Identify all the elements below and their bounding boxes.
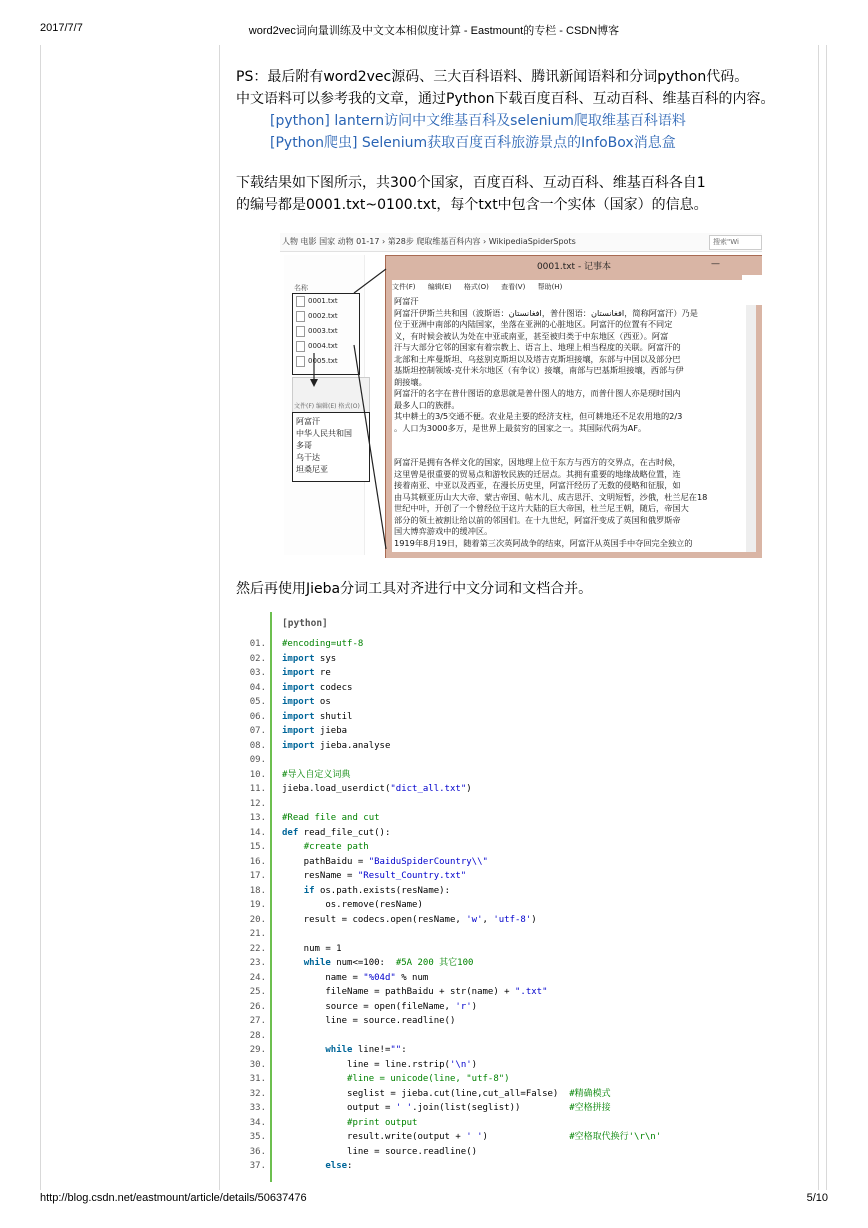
line-number: 12. — [249, 798, 266, 809]
intro-paragraph-1: PS：最后附有word2vec源码、三大百科语料、腾讯新闻语料和分词python代码。 — [236, 69, 749, 85]
code-text: source = open(fileName, 'r') — [282, 1001, 478, 1012]
code-text: import os — [282, 697, 331, 707]
code-text: os.remove(resName) — [282, 900, 423, 910]
code-text: import jieba — [282, 726, 348, 736]
code-text: #Read file and cut — [282, 813, 380, 823]
explorer-search-box: 搜索"Wi — [709, 235, 762, 250]
minimize-icon: — — [711, 259, 720, 269]
notepad-line: 北部和土库曼斯坦、乌兹别克斯坦以及塔吉克斯坦接壤，东部与中国以及部分巴 — [394, 353, 681, 364]
intro-paragraph-2: 中文语料可以参考我的文章，通过Python下载百度百科、互动百科、维基百科的内容。 — [236, 91, 775, 107]
country-line: 坦桑尼亚 — [296, 465, 328, 474]
mini-notepad-menu: 文件(F) 编辑(E) 格式(O) — [294, 403, 360, 410]
code-line — [244, 724, 348, 739]
line-number: 13. — [249, 813, 266, 823]
article-body — [236, 66, 816, 216]
code-line — [244, 739, 391, 754]
notepad-line: 基斯坦控制领域-克什米尔地区（有争议）接壤，南部与巴基斯坦接壤，西部与伊 — [394, 365, 684, 375]
line-number: 17. — [249, 871, 266, 881]
notepad-line: 这里曾是很重要的贸易点和游牧民族的迁居点。其拥有重要的地缘战略位置，连 — [394, 468, 681, 479]
print-header — [0, 0, 868, 40]
code-line — [244, 1058, 478, 1073]
code-line — [244, 1101, 611, 1116]
notepad-line: 最多人口的族群。 — [394, 399, 460, 410]
file-item: 0001.txt — [296, 295, 338, 307]
code-text: import re — [282, 668, 331, 678]
line-number: 21. — [249, 929, 266, 939]
notepad-line: 阿富汗是拥有各样文化的国家，因地理上位于东方与西方的交界点，在古时候， — [394, 457, 681, 467]
line-number: 06. — [249, 711, 266, 722]
notepad-title: 0001.txt - 记事本 — [536, 262, 612, 272]
code-line — [244, 840, 369, 855]
code-line — [244, 985, 548, 1000]
file-item: 0004.txt — [296, 340, 338, 352]
code-text: name = "%04d" % num — [282, 972, 429, 983]
code-line — [244, 710, 353, 725]
line-number: 05. — [249, 697, 266, 707]
python-code-block — [244, 612, 824, 1182]
code-line — [244, 1000, 478, 1015]
line-number: 19. — [249, 900, 266, 910]
intro-paragraph-4: 的编号都是0001.txt~0100.txt，每个txt中包含一个实体（国家）的信息。 — [236, 197, 708, 213]
code-text: def read_file_cut(): — [282, 827, 391, 838]
code-text: result.write(output + ' ') #空格取代换行'\r\n' — [282, 1132, 662, 1142]
frame-line-left-outer — [40, 45, 41, 1190]
link-selenium-infobox[interactable]: [Python爬虫] Selenium获取百度百科旅游景点的InfoBox消息盒 — [270, 135, 676, 151]
line-number: 26. — [249, 1001, 266, 1012]
line-number: 30. — [249, 1059, 266, 1070]
code-line — [244, 1145, 478, 1160]
code-line — [244, 797, 266, 812]
intro-paragraph-3: 下载结果如下图所示，共300个国家，百度百科、互动百科、维基百科各自1 — [236, 175, 706, 191]
menu-help: 帮助(H) — [537, 283, 563, 291]
arrow-to-notepad-top — [354, 269, 386, 293]
line-number: 16. — [249, 856, 266, 867]
print-footer — [0, 1190, 868, 1228]
line-number: 11. — [249, 784, 266, 794]
code-text: while line!="": — [325, 1045, 407, 1055]
line-number: 24. — [249, 972, 266, 983]
line-number: 27. — [249, 1016, 266, 1026]
country-line: 阿富汗 — [296, 417, 320, 426]
line-number: 35. — [249, 1132, 266, 1142]
code-text: result = codecs.open(resName, 'w', 'utf-8') — [282, 914, 537, 925]
link-lantern-wikipedia[interactable]: [python] lantern访问中文维基百科及selenium爬取维基百科语料 — [270, 113, 686, 129]
notepad-line: 位于亚洲中南部的内陆国家，坐落在亚洲的心脏地区。阿富汗的位置有不同定 — [394, 319, 673, 329]
line-number: 33. — [249, 1103, 266, 1113]
country-line: 中华人民共和国 — [296, 429, 352, 438]
code-text: fileName = pathBaidu + str(name) + ".txt" — [282, 987, 548, 997]
code-line — [244, 637, 364, 652]
code-text: resName = "Result_Country.txt" — [282, 871, 467, 881]
line-number: 23. — [249, 958, 266, 968]
notepad-line: 国大博弈游戏中的缓冲区。 — [394, 526, 493, 536]
code-line — [244, 681, 353, 696]
notepad-line: 朗接壤。 — [394, 376, 427, 387]
print-page-number: 5/10 — [806, 1192, 828, 1204]
code-text: import codecs — [282, 682, 353, 693]
code-line — [244, 913, 537, 928]
line-number: 31. — [249, 1074, 266, 1084]
annotation-arrows — [280, 233, 762, 558]
code-line — [244, 652, 337, 667]
menu-file: 文件(F) — [392, 283, 416, 291]
code-text: jieba.load_userdict("dict_all.txt") — [282, 784, 472, 794]
menu-edit: 编辑(E) — [427, 283, 452, 291]
arrow-to-notepad-bottom — [354, 345, 386, 549]
code-text: pathBaidu = "BaiduSpiderCountry\\" — [282, 856, 488, 867]
line-number: 28. — [249, 1030, 266, 1041]
arrow-head — [310, 379, 318, 387]
code-line — [244, 753, 266, 768]
code-line — [244, 1014, 456, 1029]
frame-line-right-outer — [826, 45, 827, 1190]
notepad-line: 部分的领土被割让给以前的邻国们。在十九世纪，阿富汗变成了英国和俄罗斯帝 — [394, 514, 681, 525]
column-header-name: 名称 — [294, 284, 308, 292]
menu-format: 格式(O) — [463, 283, 489, 291]
code-line — [244, 869, 467, 884]
line-number: 32. — [249, 1088, 266, 1099]
download-result-screenshot — [280, 233, 762, 558]
code-line — [244, 927, 266, 942]
code-line — [244, 768, 351, 783]
file-item: 0002.txt — [296, 310, 338, 322]
code-language-label[interactable]: [python] — [282, 618, 328, 629]
notepad-line: 接着南亚、中亚以及西亚，在漫长历史里，阿富汗经历了无数的侵略和征服，如 — [394, 480, 681, 490]
code-text: import sys — [282, 653, 337, 664]
line-number: 01. — [249, 639, 266, 649]
code-text: while num<=100: #5A 200 其它100 — [303, 958, 474, 968]
code-line — [244, 1130, 662, 1145]
code-line — [244, 855, 488, 870]
code-gutter-bar — [270, 612, 272, 1182]
code-text: else: — [325, 1161, 353, 1171]
notepad-line: 由马其顿亚历山大大帝、蒙古帝国、帖木儿、成吉思汗、文明短暂，沙俄，杜兰尼在18 — [394, 491, 708, 502]
file-item: 0005.txt — [296, 355, 338, 367]
notepad-line: 。人口为3000多万，是世界上最贫穷的国家之一。其国际代码为AF。 — [394, 422, 647, 433]
line-number: 20. — [249, 914, 266, 925]
code-line — [244, 695, 331, 710]
code-line — [244, 1087, 611, 1102]
line-number: 04. — [249, 682, 266, 693]
code-line — [244, 884, 450, 899]
code-text: if os.path.exists(resName): — [303, 885, 450, 896]
print-title: word2vec词向量训练及中文文本相似度计算 - Eastmount的专栏 - CSDN博客 — [248, 25, 620, 37]
print-url: http://blog.csdn.net/eastmount/article/details/50637476 — [40, 1192, 307, 1204]
line-number: 03. — [249, 668, 266, 678]
notepad-line: 义，有时候会被认为处在中亚或南亚，甚至被归类于中东地区（西亚）。阿富 — [394, 330, 669, 341]
line-number: 37. — [249, 1161, 266, 1171]
code-line — [244, 666, 331, 681]
line-number: 15. — [249, 842, 266, 852]
line-number: 36. — [249, 1146, 266, 1157]
code-text: #print output — [347, 1117, 418, 1128]
line-number: 22. — [249, 943, 266, 954]
code-text: seglist = jieba.cut(line,cut_all=False) #精确模式 — [282, 1088, 611, 1099]
code-text: #line = unicode(line, "utf-8") — [347, 1074, 510, 1084]
code-line — [244, 956, 474, 971]
line-number: 18. — [249, 885, 266, 896]
code-line — [244, 1043, 407, 1058]
code-line — [244, 1072, 510, 1087]
code-line — [244, 898, 423, 913]
code-line — [244, 1029, 266, 1044]
code-text: #encoding=utf-8 — [282, 639, 364, 649]
line-number: 29. — [249, 1045, 266, 1055]
line-number: 10. — [249, 769, 266, 780]
code-text: line = source.readline() — [282, 1016, 456, 1026]
code-text: num = 1 — [282, 943, 342, 954]
code-line — [244, 782, 472, 797]
line-number: 02. — [249, 653, 266, 664]
notepad-line: 1919年8月19日，随着第三次英阿战争的结束，阿富汗从英国手中夺回完全独立的 — [394, 537, 693, 548]
code-text: output = ' '.join(list(seglist)) #空格拼接 — [282, 1103, 611, 1113]
code-line — [244, 1159, 353, 1174]
code-text: import shutil — [282, 711, 353, 722]
jieba-caption: 然后再使用Jieba分词工具对齐进行中文分词和文档合并。 — [236, 581, 593, 597]
notepad-line: 世纪中叶，开创了一个曾经位于这片大陆的巨大帝国，杜兰尼王朝，随后，帝国大 — [394, 503, 689, 513]
file-item: 0003.txt — [296, 325, 338, 337]
code-text: #create path — [303, 842, 369, 852]
notepad-line: 汗与大部分它邻的国家有着宗教上、语言上、地理上相当程度的关联。阿富汗的 — [394, 342, 681, 352]
line-number: 08. — [249, 740, 266, 751]
country-line: 多哥 — [296, 441, 312, 450]
code-line — [244, 826, 391, 841]
notepad-line: 阿富汗伊斯兰共和国（波斯语：افغانستان，普什图语：افغانستان，简称阿富汗）乃是 — [394, 307, 698, 318]
frame-line-left-inner — [219, 45, 220, 1190]
code-text: #导入自定义词典 — [282, 769, 351, 780]
code-text: line = line.rstrip('\n') — [282, 1059, 478, 1070]
country-line: 乌干达 — [296, 453, 320, 462]
line-number: 14. — [249, 827, 266, 838]
code-line — [244, 942, 342, 957]
notepad-line: 阿富汗 — [394, 296, 419, 306]
code-text: line = source.readline() — [282, 1146, 478, 1157]
line-number: 07. — [249, 726, 266, 736]
notepad-line: 阿富汗的名字在普什图语的意思就是普什图人的地方，而普什图人亦是现时国内 — [394, 388, 681, 398]
line-number: 34. — [249, 1117, 266, 1128]
code-line — [244, 971, 429, 986]
notepad-line: 其中耕土的3/5交通不便。农业是主要的经济支柱，但可耕地还不足农用地的2/3 — [394, 411, 683, 421]
code-text: import jieba.analyse — [282, 740, 391, 751]
code-line — [244, 1116, 418, 1131]
menu-view: 查看(V) — [501, 283, 526, 291]
code-line — [244, 811, 380, 826]
print-date: 2017/7/7 — [40, 22, 83, 34]
line-number: 25. — [249, 987, 266, 997]
line-number: 09. — [249, 755, 266, 765]
address-path: 人物 电影 国家 动物 01-17 › 第28步 爬取维基百科内容 › WikipediaSpiderSpots — [282, 237, 576, 246]
